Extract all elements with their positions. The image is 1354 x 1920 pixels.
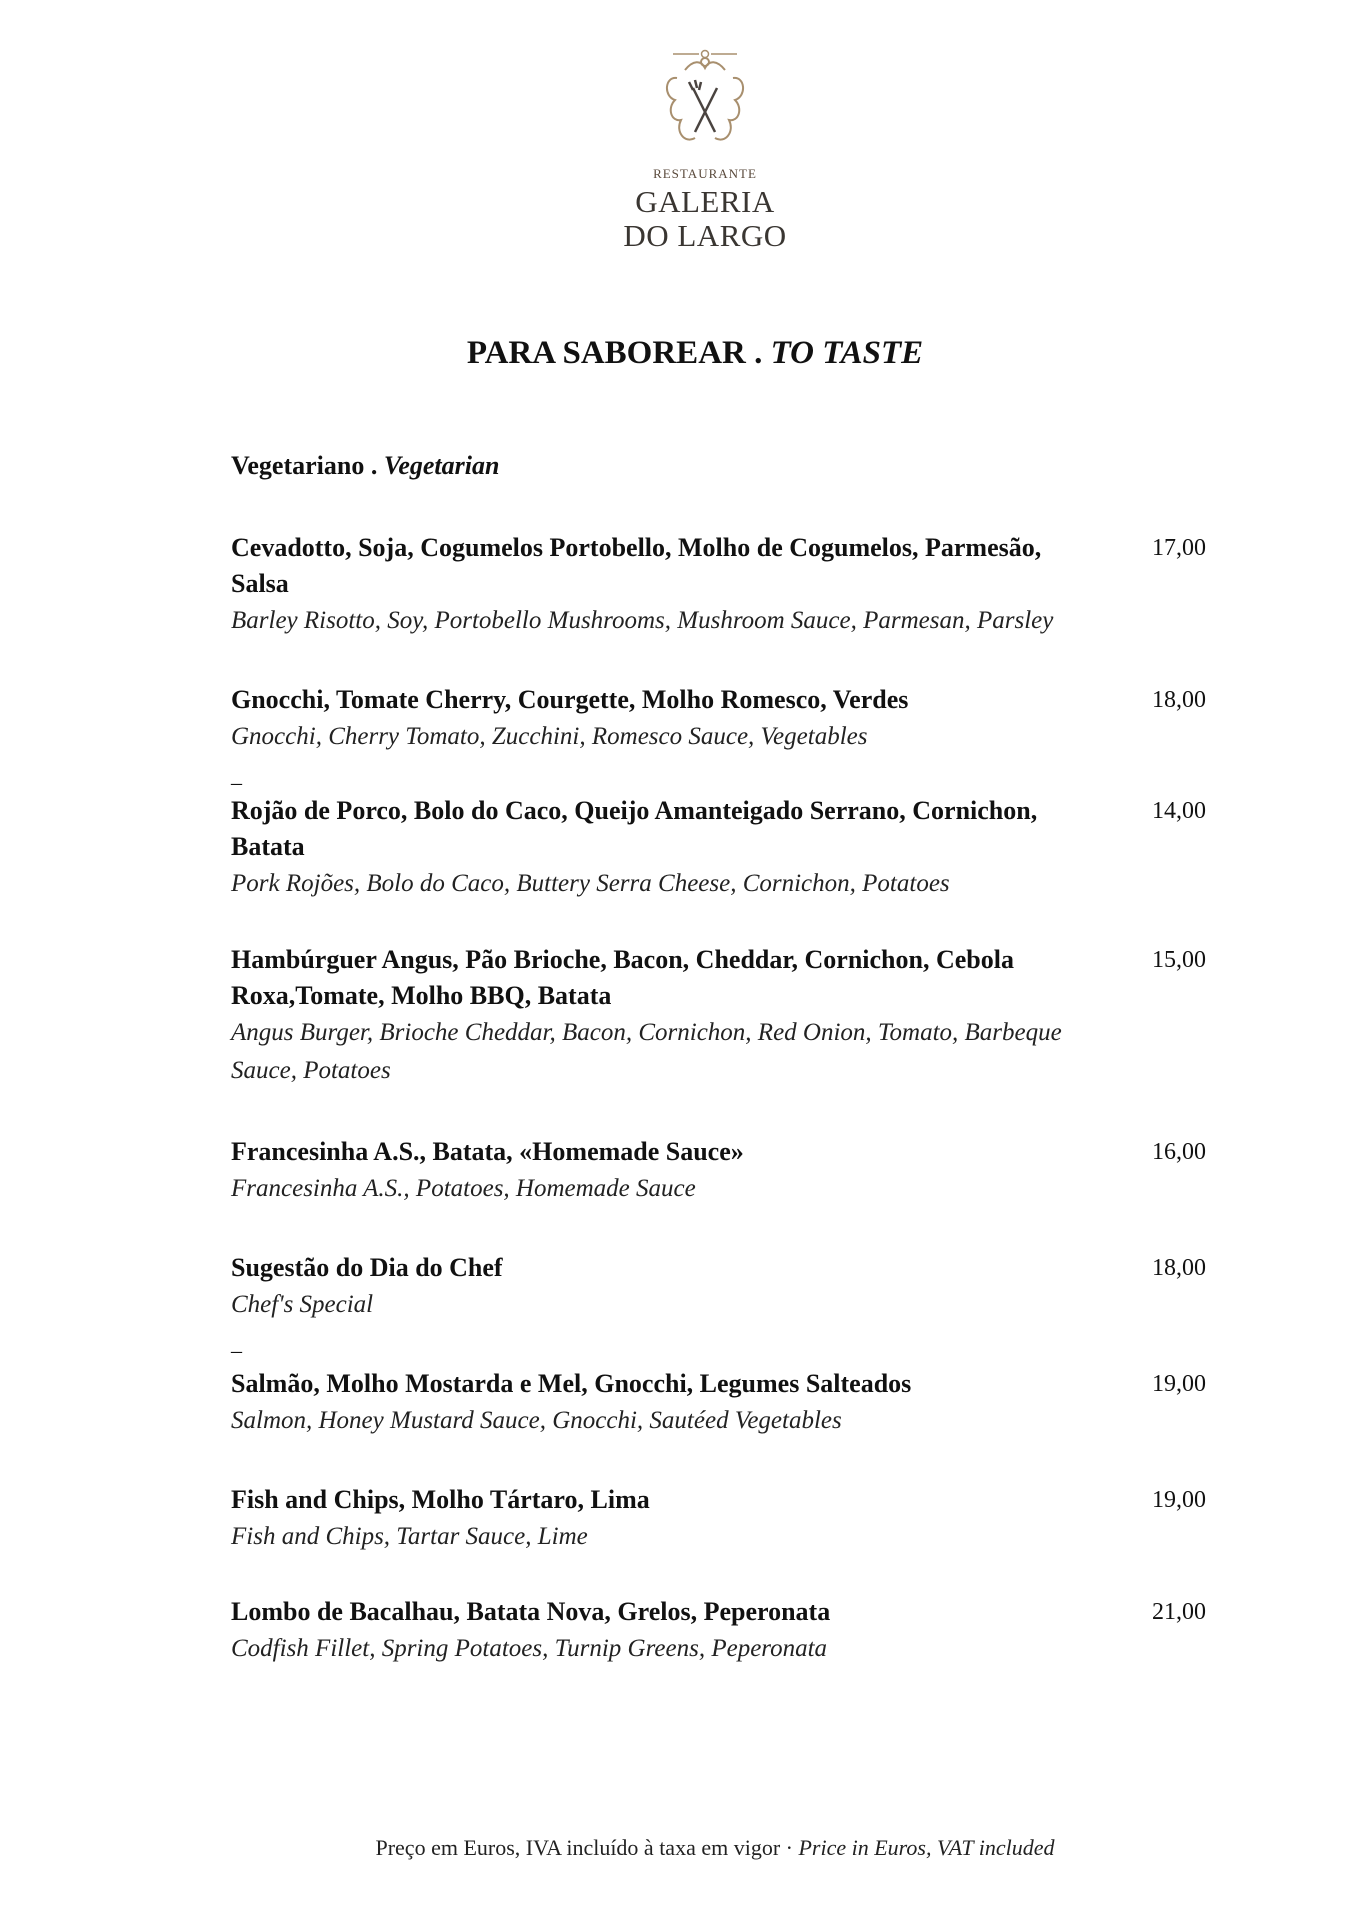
menu-item	[231, 1134, 1206, 1208]
fork-knife-crest-icon	[615, 48, 795, 163]
dish-name-pt: Hambúrguer Angus, Pão Brioche, Bacon, Cheddar, Cornichon, Cebola Roxa,Tomate, Molho BBQ, Batata	[231, 945, 1014, 1010]
dish-price: 16,00	[1152, 1139, 1206, 1165]
dish-price: 14,00	[1152, 798, 1206, 824]
logo-name-line1: GALERIA	[635, 184, 775, 219]
logo-subtitle: RESTAURANTE	[653, 166, 757, 181]
dish-price: 18,00	[1152, 687, 1206, 713]
dish-name-en: Codfish Fillet, Spring Potatoes, Turnip Greens, Peperonata	[231, 1635, 828, 1662]
dish-name-pt: Fish and Chips, Molho Tártaro, Lima	[231, 1485, 650, 1514]
dish-price: 18,00	[1152, 1255, 1206, 1281]
dish-name-pt: Lombo de Bacalhau, Batata Nova, Grelos, Peperonata	[231, 1597, 831, 1626]
menu-item	[231, 1482, 1206, 1556]
logo-name-line2: DO LARGO	[623, 218, 787, 253]
dish-price: 19,00	[1152, 1487, 1206, 1513]
page-title	[0, 335, 1354, 372]
title-en: TO TASTE	[770, 335, 924, 371]
dish-name-pt: Cevadotto, Soja, Cogumelos Portobello, Molho de Cogumelos, Parmesão, Salsa	[231, 533, 1042, 598]
price-footnote	[0, 1835, 1354, 1861]
footnote-pt: Preço em Euros, IVA incluído à taxa em vigor ·	[375, 1835, 799, 1860]
menu-item	[231, 530, 1206, 640]
dish-price: 19,00	[1152, 1371, 1206, 1397]
menu-item	[231, 1594, 1206, 1668]
divider-dash: _	[231, 1330, 242, 1355]
title-pt: PARA SABOREAR .	[466, 335, 771, 371]
menu-item	[231, 942, 1206, 1090]
dish-name-en: Salmon, Honey Mustard Sauce, Gnocchi, Sautéed Vegetables	[231, 1407, 842, 1434]
dish-name-pt: Francesinha A.S., Batata, «Homemade Sauce»	[231, 1137, 744, 1166]
dish-name-en: Angus Burger, Brioche Cheddar, Bacon, Cornichon, Red Onion, Tomato, Barbeque Sauce, Potatoes	[231, 1019, 1062, 1084]
dish-name-en: Francesinha A.S., Potatoes, Homemade Sauce	[231, 1175, 696, 1202]
menu-item	[231, 1250, 1206, 1324]
section-heading	[231, 451, 499, 481]
dish-price: 21,00	[1152, 1599, 1206, 1625]
dish-name-en: Barley Risotto, Soy, Portobello Mushrooms, Mushroom Sauce, Parmesan, Parsley	[231, 607, 1054, 634]
dish-price: 15,00	[1152, 947, 1206, 973]
dish-name-pt: Rojão de Porco, Bolo do Caco, Queijo Amanteigado Serrano, Cornichon, Batata	[231, 796, 1038, 861]
dish-name-pt: Salmão, Molho Mostarda e Mel, Gnocchi, Legumes Salteados	[231, 1369, 912, 1398]
section-en: Vegetarian	[383, 451, 500, 480]
divider-dash: _	[231, 762, 242, 787]
dish-name-en: Gnocchi, Cherry Tomato, Zucchini, Romesco Sauce, Vegetables	[231, 723, 868, 750]
section-pt: Vegetariano .	[231, 451, 384, 480]
menu-item	[231, 793, 1206, 903]
dish-name-en: Pork Rojões, Bolo do Caco, Buttery Serra Cheese, Cornichon, Potatoes	[231, 870, 950, 897]
dish-name-pt: Sugestão do Dia do Chef	[231, 1253, 503, 1282]
dish-price: 17,00	[1152, 535, 1206, 561]
restaurant-logo	[615, 48, 795, 253]
dish-name-en: Fish and Chips, Tartar Sauce, Lime	[231, 1523, 588, 1550]
dish-name-pt: Gnocchi, Tomate Cherry, Courgette, Molho Romesco, Verdes	[231, 685, 909, 714]
footnote-en: Price in Euros, VAT included	[798, 1835, 1055, 1860]
menu-item	[231, 682, 1206, 756]
ornament-divider-icon	[615, 48, 795, 60]
dish-name-en: Chef's Special	[231, 1291, 374, 1318]
menu-item	[231, 1366, 1206, 1440]
